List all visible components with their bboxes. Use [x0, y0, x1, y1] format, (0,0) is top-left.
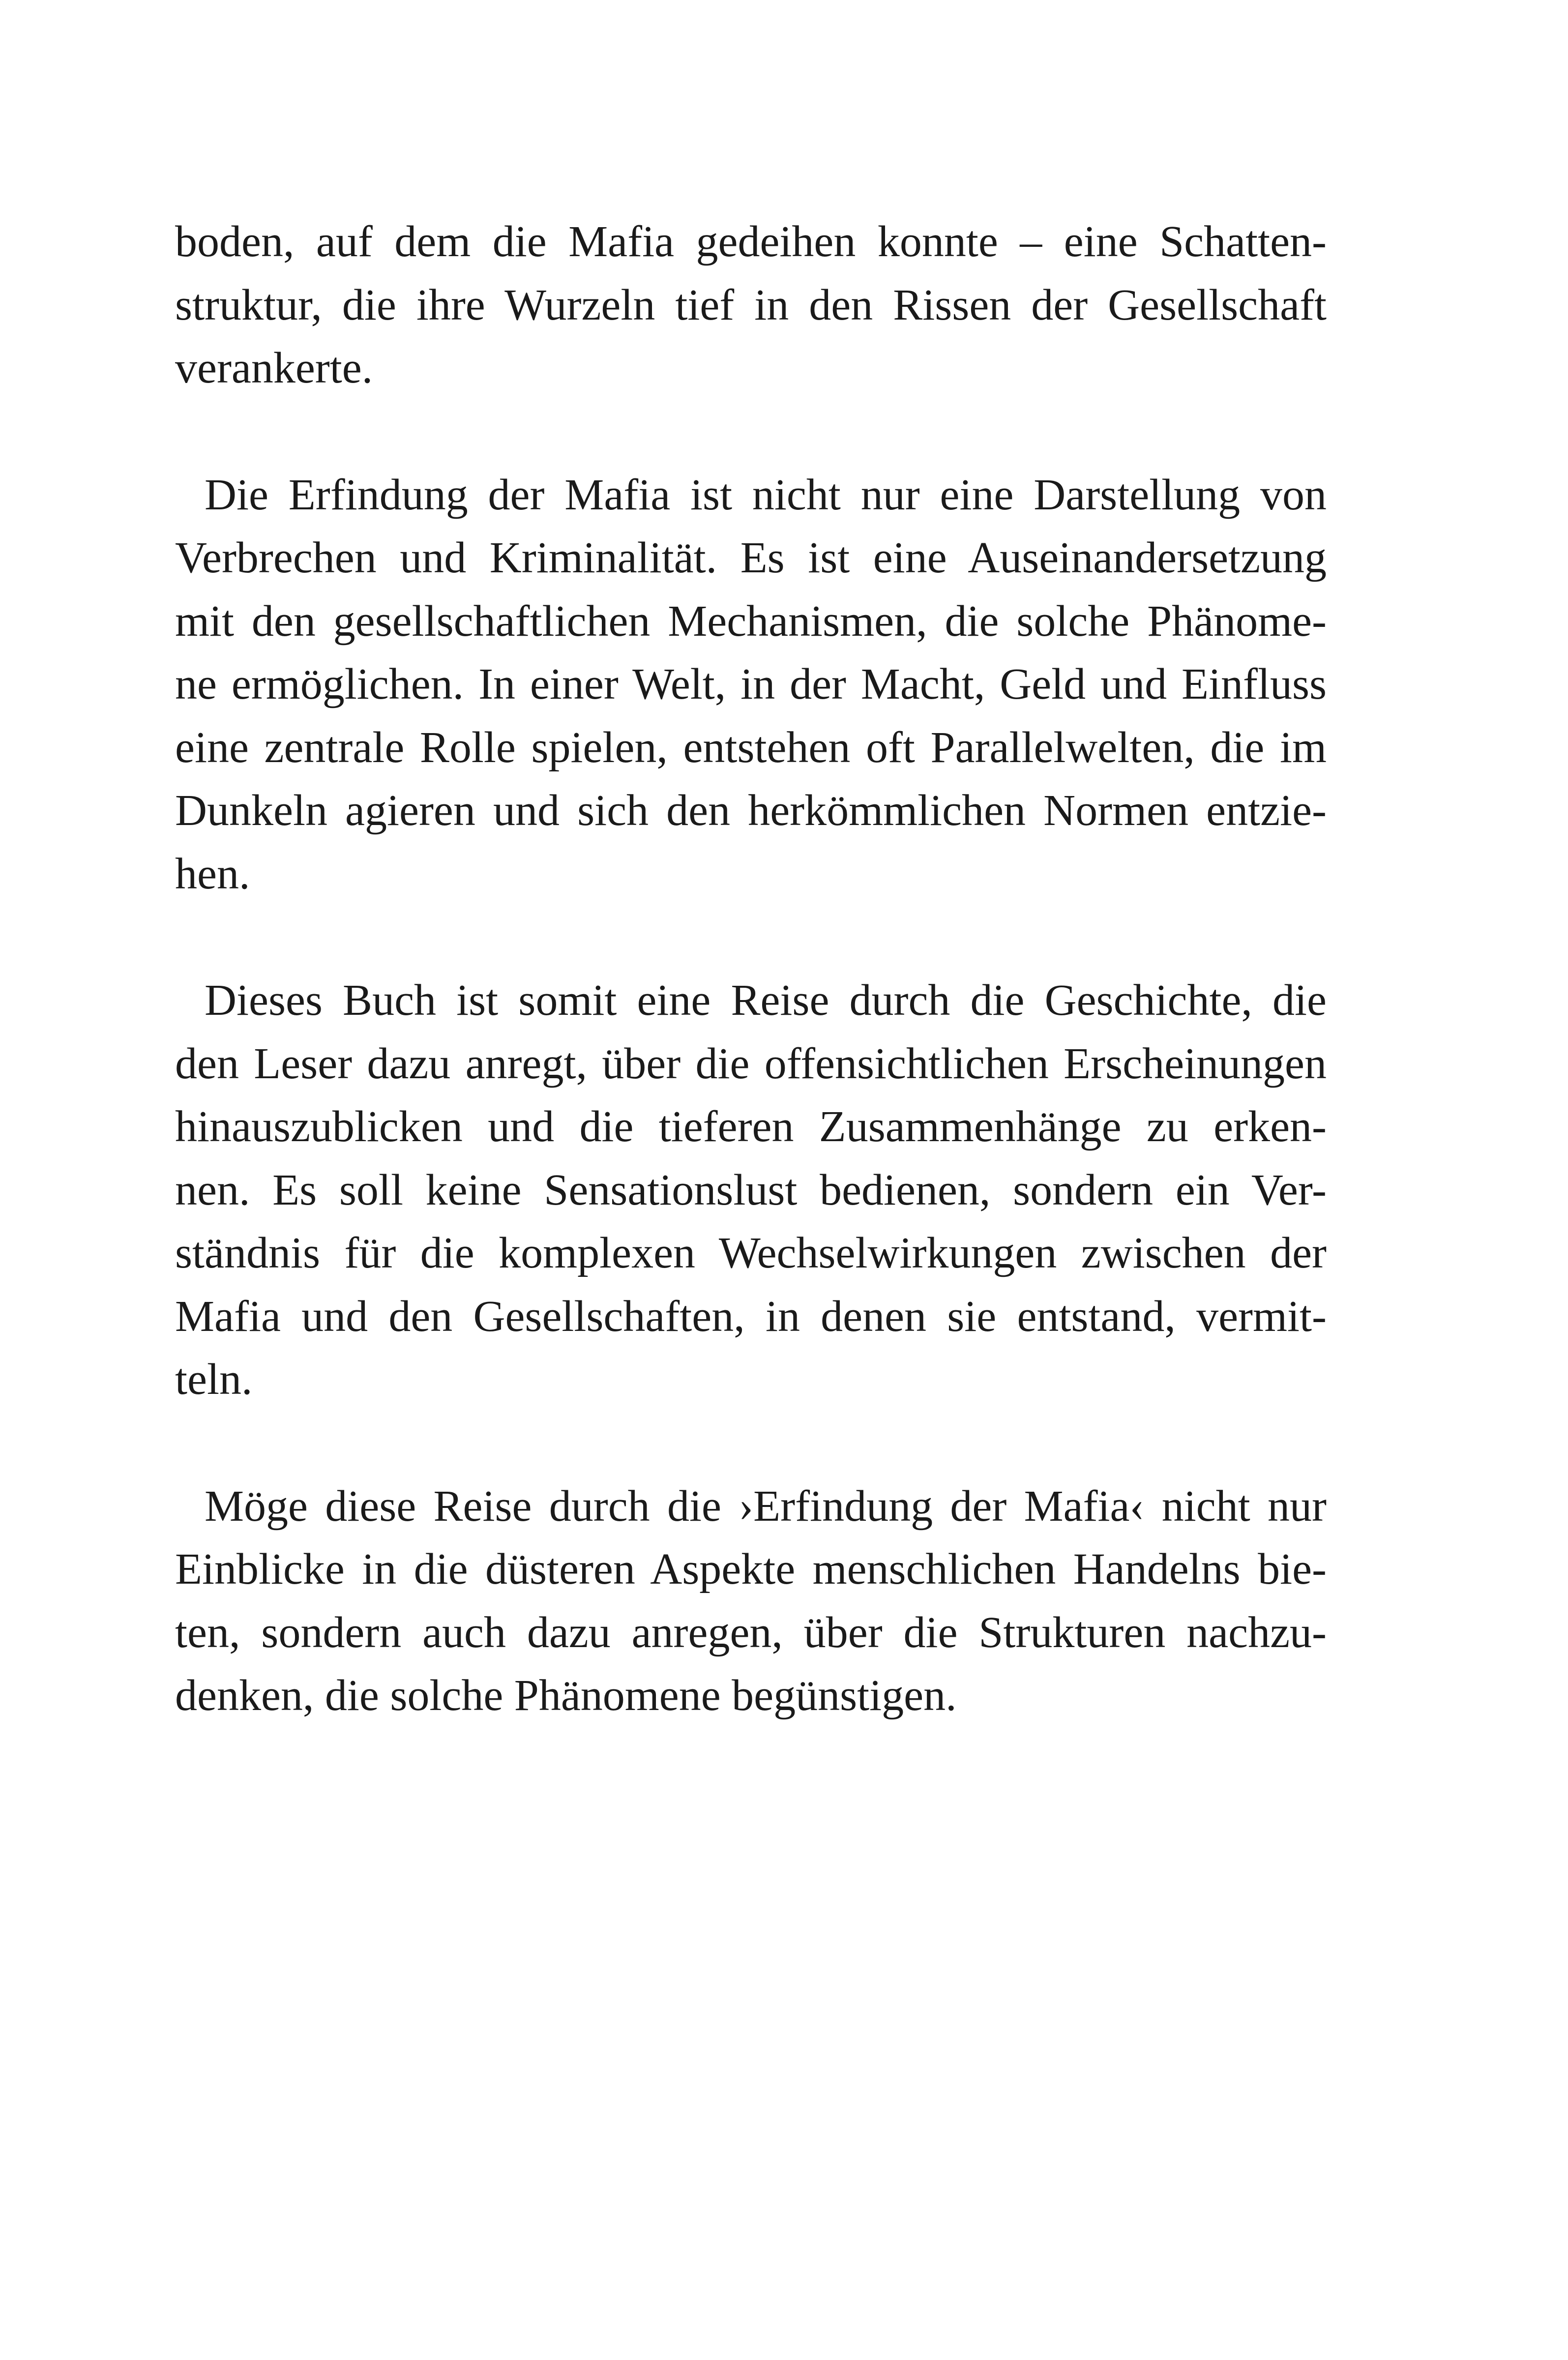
text-line: Dieses Buch ist somit eine Reise durch die Geschichte, die [205, 976, 1327, 1025]
text-line: Verbrechen und Kriminalität. Es ist eine Auseinandersetzung [175, 533, 1327, 582]
text-line: ne ermöglichen. In einer Welt, in der Macht, Geld und Einfluss [175, 660, 1327, 708]
text-line: hen. [175, 849, 250, 898]
text-line: ständnis für die komplexen Wechselwirkungen zwischen der [175, 1229, 1327, 1277]
body-text [175, 210, 1327, 1728]
text-line: struktur, die ihre Wurzeln tief in den Rissen der Gesellschaft [175, 280, 1327, 329]
text-line: ten, sondern auch dazu anregen, über die Strukturen nachzu- [175, 1608, 1327, 1657]
paragraph-gap [175, 1412, 1327, 1475]
text-line: nen. Es soll keine Sensationslust bedienen, sondern ein Ver- [175, 1165, 1327, 1214]
text-line: eine zentrale Rolle spielen, entstehen oft Parallelwelten, die im [175, 723, 1327, 772]
text-line: Die Erfindung der Mafia ist nicht nur eine Darstellung von [205, 470, 1327, 519]
text-line: Möge diese Reise durch die ›Erfindung der Mafia‹ nicht nur [205, 1481, 1327, 1531]
paragraph [175, 969, 1327, 1412]
paragraph [175, 464, 1327, 906]
text-line: boden, auf dem die Mafia gedeihen konnte – eine Schatten- [175, 217, 1327, 266]
text-line: den Leser dazu anregt, über die offensichtlichen Erscheinungen [175, 1039, 1327, 1088]
text-line: verankerte. [175, 344, 373, 392]
text-line: hinauszublicken und die tieferen Zusammenhänge zu erken- [175, 1102, 1327, 1151]
paragraph-gap [175, 400, 1327, 464]
paragraph [175, 210, 1327, 400]
text-line: Dunkeln agieren und sich den herkömmlichen Normen entzie- [175, 786, 1327, 835]
text-line: denken, die solche Phänomene begünstigen. [175, 1671, 957, 1720]
text-line: mit den gesellschaftlichen Mechanismen, die solche Phänome- [175, 596, 1327, 646]
text-line: Einblicke in die düsteren Aspekte menschlichen Handelns bie- [175, 1545, 1327, 1593]
paragraph-gap [175, 906, 1327, 969]
text-line: teln. [175, 1355, 253, 1404]
paragraph [175, 1475, 1327, 1728]
text-line: Mafia und den Gesellschaften, in denen sie entstand, vermit- [175, 1292, 1327, 1341]
